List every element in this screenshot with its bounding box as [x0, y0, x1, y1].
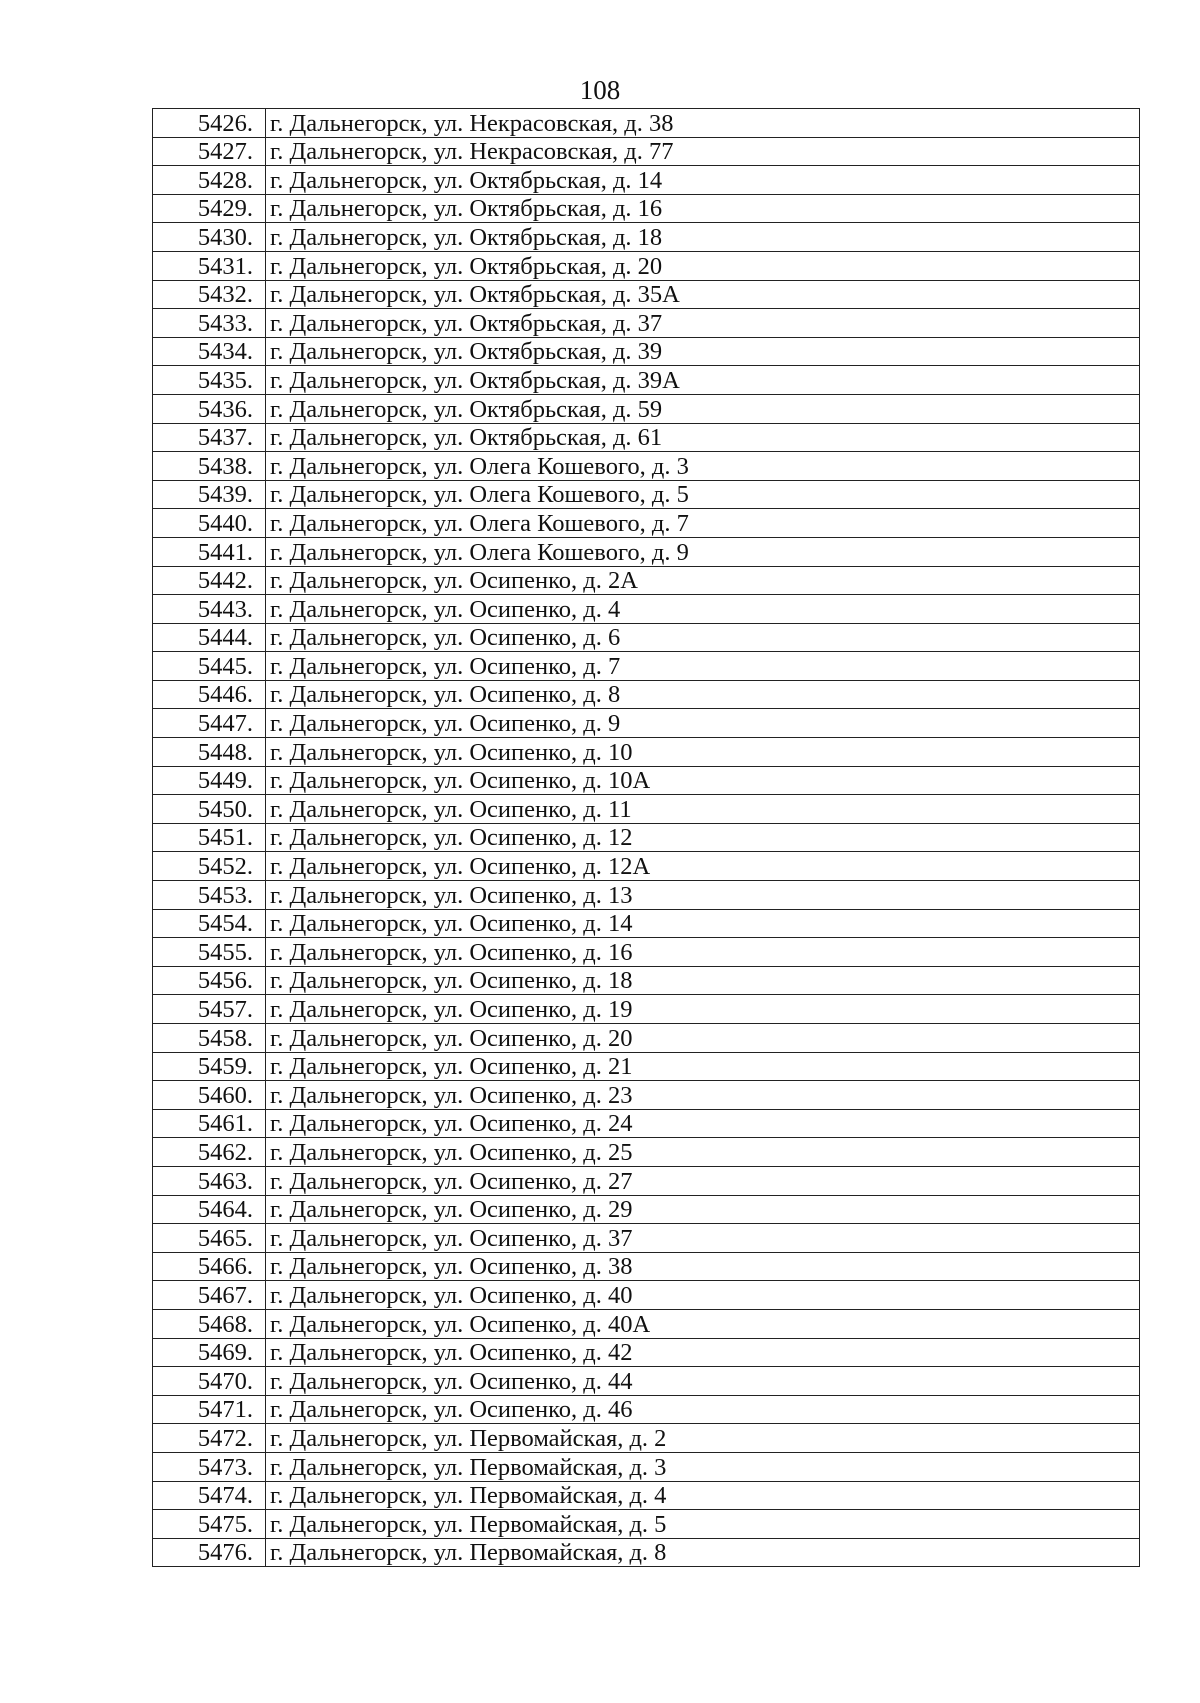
row-number-cell: 5467.	[153, 1281, 266, 1310]
address-table	[152, 108, 1140, 1567]
row-number-cell: 5438.	[153, 452, 266, 481]
row-number-cell: 5428.	[153, 166, 266, 195]
table-row	[153, 1338, 1140, 1367]
table-row	[153, 738, 1140, 767]
table-row	[153, 881, 1140, 910]
address-cell: г. Дальнегорск, ул. Октябрьская, д. 59	[266, 394, 1140, 423]
row-number-cell: 5434.	[153, 337, 266, 366]
table-row	[153, 1395, 1140, 1424]
address-cell: г. Дальнегорск, ул. Осипенко, д. 10А	[266, 766, 1140, 795]
table-row	[153, 1052, 1140, 1081]
address-cell: г. Дальнегорск, ул. Осипенко, д. 6	[266, 623, 1140, 652]
table-row	[153, 366, 1140, 395]
address-cell: г. Дальнегорск, ул. Осипенко, д. 10	[266, 738, 1140, 767]
address-cell: г. Дальнегорск, ул. Октябрьская, д. 14	[266, 166, 1140, 195]
address-cell: г. Дальнегорск, ул. Осипенко, д. 23	[266, 1081, 1140, 1110]
row-number-cell: 5475.	[153, 1510, 266, 1539]
row-number-cell: 5457.	[153, 995, 266, 1024]
address-cell: г. Дальнегорск, ул. Октябрьская, д. 37	[266, 309, 1140, 338]
row-number-cell: 5426.	[153, 109, 266, 138]
row-number-cell: 5458.	[153, 1024, 266, 1053]
row-number-cell: 5459.	[153, 1052, 266, 1081]
table-row	[153, 423, 1140, 452]
page-number: 108	[579, 75, 621, 105]
row-number-cell: 5462.	[153, 1138, 266, 1167]
table-row	[153, 595, 1140, 624]
row-number-cell: 5445.	[153, 652, 266, 681]
address-cell: г. Дальнегорск, ул. Первомайская, д. 8	[266, 1538, 1140, 1567]
table-row	[153, 909, 1140, 938]
row-number-cell: 5432.	[153, 280, 266, 309]
row-number-cell: 5439.	[153, 480, 266, 509]
address-cell: г. Дальнегорск, ул. Осипенко, д. 40	[266, 1281, 1140, 1310]
row-number-cell: 5446.	[153, 680, 266, 709]
table-row	[153, 1109, 1140, 1138]
table-row	[153, 1510, 1140, 1539]
table-row	[153, 680, 1140, 709]
address-cell: г. Дальнегорск, ул. Первомайская, д. 5	[266, 1510, 1140, 1539]
row-number-cell: 5435.	[153, 366, 266, 395]
address-cell: г. Дальнегорск, ул. Октябрьская, д. 16	[266, 194, 1140, 223]
row-number-cell: 5443.	[153, 595, 266, 624]
table-row	[153, 1452, 1140, 1481]
row-number-cell: 5447.	[153, 709, 266, 738]
table-row	[153, 452, 1140, 481]
table-row	[153, 795, 1140, 824]
address-cell: г. Дальнегорск, ул. Осипенко, д. 27	[266, 1166, 1140, 1195]
address-cell: г. Дальнегорск, ул. Октябрьская, д. 20	[266, 251, 1140, 280]
row-number-cell: 5450.	[153, 795, 266, 824]
address-cell: г. Дальнегорск, ул. Некрасовская, д. 77	[266, 137, 1140, 166]
table-row	[153, 938, 1140, 967]
address-cell: г. Дальнегорск, ул. Олега Кошевого, д. 3	[266, 452, 1140, 481]
address-cell: г. Дальнегорск, ул. Осипенко, д. 37	[266, 1224, 1140, 1253]
table-row	[153, 1367, 1140, 1396]
address-cell: г. Дальнегорск, ул. Осипенко, д. 25	[266, 1138, 1140, 1167]
row-number-cell: 5460.	[153, 1081, 266, 1110]
table-row	[153, 537, 1140, 566]
table-row	[153, 1195, 1140, 1224]
table-row	[153, 1538, 1140, 1567]
address-cell: г. Дальнегорск, ул. Осипенко, д. 42	[266, 1338, 1140, 1367]
table-row	[153, 166, 1140, 195]
table-row	[153, 280, 1140, 309]
table-row	[153, 1309, 1140, 1338]
table-row	[153, 1252, 1140, 1281]
address-cell: г. Дальнегорск, ул. Октябрьская, д. 39А	[266, 366, 1140, 395]
address-cell: г. Дальнегорск, ул. Осипенко, д. 4	[266, 595, 1140, 624]
table-row	[153, 509, 1140, 538]
row-number-cell: 5476.	[153, 1538, 266, 1567]
row-number-cell: 5451.	[153, 823, 266, 852]
table-row	[153, 966, 1140, 995]
row-number-cell: 5471.	[153, 1395, 266, 1424]
row-number-cell: 5474.	[153, 1481, 266, 1510]
row-number-cell: 5431.	[153, 251, 266, 280]
table-row	[153, 566, 1140, 595]
table-row	[153, 309, 1140, 338]
row-number-cell: 5464.	[153, 1195, 266, 1224]
table-row	[153, 852, 1140, 881]
row-number-cell: 5448.	[153, 738, 266, 767]
address-cell: г. Дальнегорск, ул. Осипенко, д. 20	[266, 1024, 1140, 1053]
address-cell: г. Дальнегорск, ул. Осипенко, д. 46	[266, 1395, 1140, 1424]
address-cell: г. Дальнегорск, ул. Осипенко, д. 29	[266, 1195, 1140, 1224]
address-cell: г. Дальнегорск, ул. Олега Кошевого, д. 9	[266, 537, 1140, 566]
row-number-cell: 5444.	[153, 623, 266, 652]
address-cell: г. Дальнегорск, ул. Осипенко, д. 7	[266, 652, 1140, 681]
row-number-cell: 5470.	[153, 1367, 266, 1396]
table-row	[153, 623, 1140, 652]
address-cell: г. Дальнегорск, ул. Осипенко, д. 12	[266, 823, 1140, 852]
address-cell: г. Дальнегорск, ул. Осипенко, д. 9	[266, 709, 1140, 738]
row-number-cell: 5441.	[153, 537, 266, 566]
address-cell: г. Дальнегорск, ул. Осипенко, д. 38	[266, 1252, 1140, 1281]
row-number-cell: 5454.	[153, 909, 266, 938]
row-number-cell: 5430.	[153, 223, 266, 252]
row-number-cell: 5440.	[153, 509, 266, 538]
row-number-cell: 5468.	[153, 1309, 266, 1338]
table-row	[153, 109, 1140, 138]
row-number-cell: 5472.	[153, 1424, 266, 1453]
address-cell: г. Дальнегорск, ул. Олега Кошевого, д. 5	[266, 480, 1140, 509]
row-number-cell: 5461.	[153, 1109, 266, 1138]
table-row	[153, 1281, 1140, 1310]
table-row	[153, 223, 1140, 252]
address-table-container	[152, 108, 1139, 1567]
table-row	[153, 1166, 1140, 1195]
address-cell: г. Дальнегорск, ул. Осипенко, д. 2А	[266, 566, 1140, 595]
address-cell: г. Дальнегорск, ул. Октябрьская, д. 39	[266, 337, 1140, 366]
row-number-cell: 5442.	[153, 566, 266, 595]
address-cell: г. Дальнегорск, ул. Октябрьская, д. 35А	[266, 280, 1140, 309]
table-row	[153, 823, 1140, 852]
address-cell: г. Дальнегорск, ул. Осипенко, д. 8	[266, 680, 1140, 709]
table-row	[153, 652, 1140, 681]
address-cell: г. Дальнегорск, ул. Олега Кошевого, д. 7	[266, 509, 1140, 538]
address-cell: г. Дальнегорск, ул. Осипенко, д. 18	[266, 966, 1140, 995]
table-row	[153, 1081, 1140, 1110]
row-number-cell: 5455.	[153, 938, 266, 967]
row-number-cell: 5437.	[153, 423, 266, 452]
row-number-cell: 5449.	[153, 766, 266, 795]
table-row	[153, 194, 1140, 223]
address-cell: г. Дальнегорск, ул. Октябрьская, д. 18	[266, 223, 1140, 252]
table-row	[153, 480, 1140, 509]
address-cell: г. Дальнегорск, ул. Октябрьская, д. 61	[266, 423, 1140, 452]
table-row	[153, 1138, 1140, 1167]
row-number-cell: 5453.	[153, 881, 266, 910]
table-row	[153, 337, 1140, 366]
row-number-cell: 5456.	[153, 966, 266, 995]
address-cell: г. Дальнегорск, ул. Осипенко, д. 40А	[266, 1309, 1140, 1338]
address-cell: г. Дальнегорск, ул. Осипенко, д. 21	[266, 1052, 1140, 1081]
row-number-cell: 5433.	[153, 309, 266, 338]
address-cell: г. Дальнегорск, ул. Осипенко, д. 12А	[266, 852, 1140, 881]
table-row	[153, 995, 1140, 1024]
row-number-cell: 5466.	[153, 1252, 266, 1281]
address-cell: г. Дальнегорск, ул. Осипенко, д. 19	[266, 995, 1140, 1024]
table-row	[153, 137, 1140, 166]
address-cell: г. Дальнегорск, ул. Некрасовская, д. 38	[266, 109, 1140, 138]
row-number-cell: 5429.	[153, 194, 266, 223]
address-cell: г. Дальнегорск, ул. Первомайская, д. 2	[266, 1424, 1140, 1453]
table-row	[153, 766, 1140, 795]
row-number-cell: 5465.	[153, 1224, 266, 1253]
table-row	[153, 1024, 1140, 1053]
address-cell: г. Дальнегорск, ул. Осипенко, д. 14	[266, 909, 1140, 938]
row-number-cell: 5473.	[153, 1452, 266, 1481]
table-row	[153, 709, 1140, 738]
table-row	[153, 1424, 1140, 1453]
table-row	[153, 394, 1140, 423]
address-cell: г. Дальнегорск, ул. Первомайская, д. 4	[266, 1481, 1140, 1510]
table-row	[153, 1224, 1140, 1253]
address-table-body	[153, 109, 1140, 1567]
table-row	[153, 1481, 1140, 1510]
address-cell: г. Дальнегорск, ул. Осипенко, д. 16	[266, 938, 1140, 967]
row-number-cell: 5427.	[153, 137, 266, 166]
address-cell: г. Дальнегорск, ул. Осипенко, д. 13	[266, 881, 1140, 910]
row-number-cell: 5463.	[153, 1166, 266, 1195]
address-cell: г. Дальнегорск, ул. Осипенко, д. 44	[266, 1367, 1140, 1396]
table-row	[153, 251, 1140, 280]
row-number-cell: 5469.	[153, 1338, 266, 1367]
address-cell: г. Дальнегорск, ул. Осипенко, д. 24	[266, 1109, 1140, 1138]
row-number-cell: 5452.	[153, 852, 266, 881]
address-cell: г. Дальнегорск, ул. Осипенко, д. 11	[266, 795, 1140, 824]
address-cell: г. Дальнегорск, ул. Первомайская, д. 3	[266, 1452, 1140, 1481]
row-number-cell: 5436.	[153, 394, 266, 423]
